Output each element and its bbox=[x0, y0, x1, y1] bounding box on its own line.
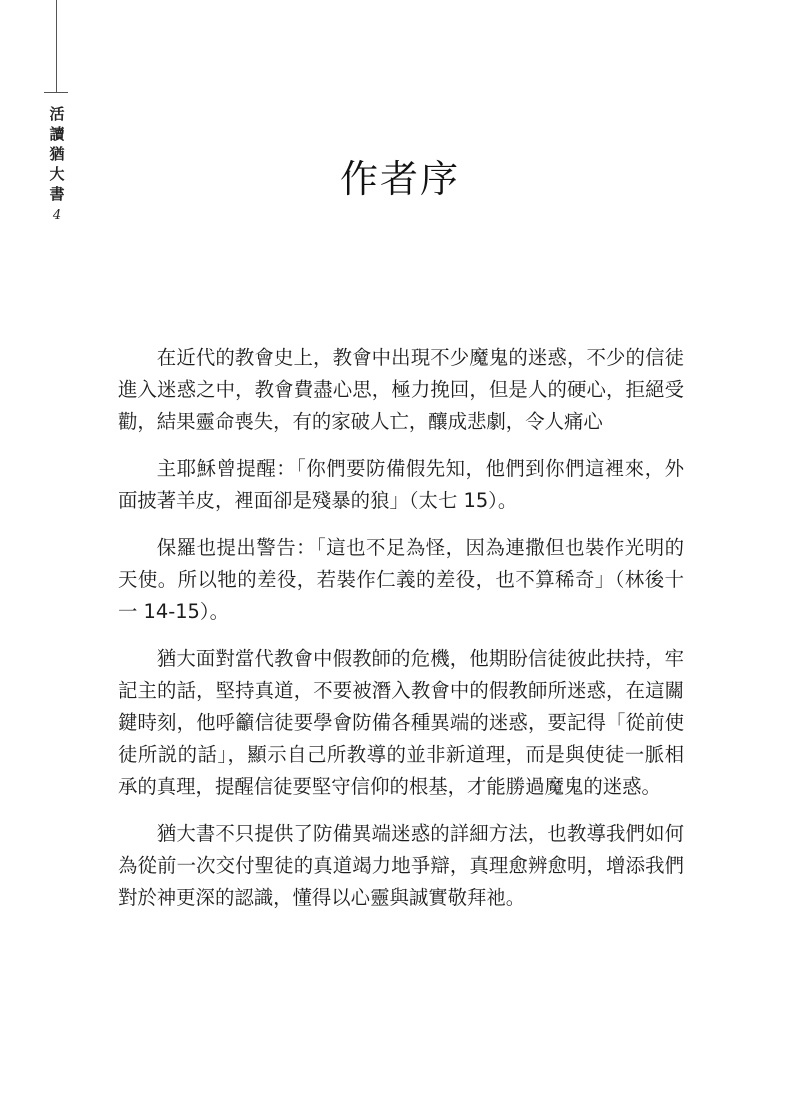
running-header-char: 讀 bbox=[49, 125, 65, 143]
margin-rule-tick bbox=[44, 92, 68, 93]
running-header-char: 活 bbox=[49, 105, 65, 123]
paragraph: 猶大書不只提供了防備異端迷惑的詳細方法，也教導我們如何為從前一次交付聖徒的真道竭力地爭辯，真理愈辨愈明，增添我們對於神更深的認識，懂得以心靈與誠實敬拜祂。 bbox=[118, 822, 684, 909]
running-header-char: 書 bbox=[49, 185, 65, 203]
paragraph: 主耶穌曾提醒：「你們要防備假先知，他們到你們這裡來，外面披著羊皮，裡面卻是殘暴的狼」（太七 15）。 bbox=[118, 457, 684, 512]
running-header-char: 猶 bbox=[49, 145, 65, 163]
paragraph: 在近代的教會史上，教會中出現不少魔鬼的迷惑，不少的信徒進入迷惑之中，教會費盡心思，極力挽回，但是人的硬心，拒絕受勸，結果靈命喪失，有的家破人亡，釀成悲劇，令人痛心 bbox=[118, 346, 684, 433]
margin-rule bbox=[56, 0, 57, 92]
paragraph: 猶大面對當代教會中假教師的危機，他期盼信徒彼此扶持，牢記主的話，堅持真道，不要被潛入教會中的假教師所迷惑，在這關鍵時刻，他呼籲信徒要學會防備各種異端的迷惑，要記得「從前使徒所説的話」，顯示自己所教導的並非新道理，而是與使徒一脈相承的真理，提醒信徒要堅守信仰的根基，才能勝過魔鬼的迷惑。 bbox=[118, 647, 684, 798]
page-title: 作者序 bbox=[339, 157, 460, 201]
page-number: 4 bbox=[52, 208, 62, 223]
paragraph: 保羅也提出警告：「這也不足為怪，因為連撒但也裝作光明的天使。所以牠的差役，若裝作仁義的差役，也不算稀奇」（林後十一 14-15）。 bbox=[118, 536, 684, 623]
running-header-char: 大 bbox=[49, 165, 65, 183]
body-text bbox=[118, 342, 684, 929]
